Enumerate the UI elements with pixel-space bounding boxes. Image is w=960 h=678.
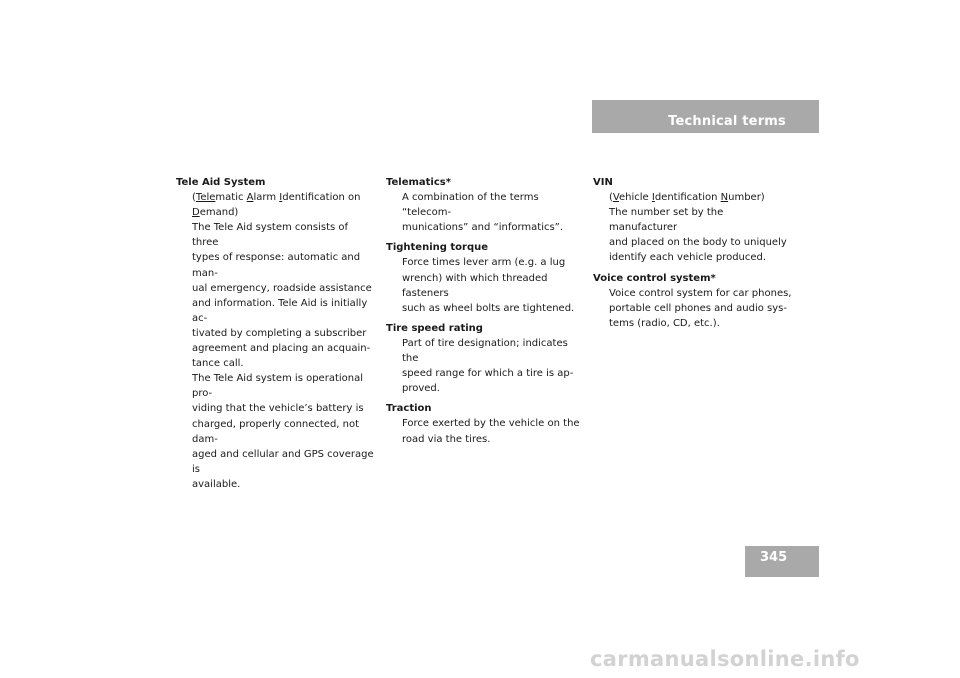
- page-number-band: [745, 546, 819, 577]
- def-part-underlined: Tele: [195, 192, 216, 204]
- section-title: Technical terms: [668, 114, 786, 129]
- definition-traction: Force exerted by the vehicle on the road via the tires.: [402, 418, 580, 445]
- def-part-underlined: N: [720, 192, 729, 204]
- glossary-entry-traction: [386, 401, 586, 446]
- term-tele-aid: Tele Aid System: [176, 177, 266, 188]
- glossary-entry-tightening-torque: [386, 240, 586, 315]
- def-part: matic: [215, 192, 247, 204]
- glossary-entry-vin: [593, 175, 793, 266]
- definition-tightening-torque: Force times lever arm (e.g. a lug wrench) with which threaded fasteners such as wheel bolts are tightened.: [402, 257, 575, 314]
- term-voice-control: Voice control system*: [593, 272, 716, 284]
- page-number: 345: [760, 550, 788, 565]
- def-part: emand) The Tele Aid system consists of three types of response: automatic and man- ual emergency, roadside assistance and information. Tele Aid is initially ac- tivated by completing a subscriber agreement and placing an acquain- tance call. The Tele Aid system is operational pro- viding that the vehicle’s battery is charged, properly connected, not dam- aged and cellular and GPS coverage is available.: [192, 207, 374, 490]
- def-part-underlined: V: [612, 192, 619, 204]
- def-part-underlined: D: [192, 207, 200, 219]
- section-header-band: [592, 100, 819, 133]
- def-part-underlined: I: [279, 192, 283, 204]
- term-telematics: Telematics*: [386, 177, 451, 188]
- glossary-entry-telematics: [386, 175, 586, 235]
- glossary-column-3: [593, 175, 793, 336]
- glossary-entry-tele-aid: [176, 175, 376, 492]
- term-tightening-torque: Tightening torque: [386, 242, 489, 254]
- def-part-underlined: A: [246, 192, 254, 204]
- watermark-text: carmanualsonline.info: [590, 647, 860, 671]
- definition-voice-control: Voice control system for car phones, portable cell phones and audio sys- tems (radio, CD, etc.).: [609, 287, 792, 329]
- glossary-entry-voice-control: [593, 271, 793, 331]
- def-part-underlined: I: [651, 192, 655, 204]
- def-part: umber) The number set by the manufacturer and placed on the body to uniquely identify each vehicle produced.: [609, 192, 787, 264]
- def-part: (: [609, 192, 613, 204]
- glossary-entry-tire-speed-rating: [386, 321, 586, 396]
- term-traction: Traction: [386, 403, 432, 415]
- def-part: dentification: [654, 192, 721, 204]
- glossary-column-2: [386, 175, 586, 452]
- definition-telematics: A combination of the terms “telecom- munications” and “informatics”.: [402, 192, 564, 234]
- definition-tire-speed-rating: Part of tire designation; indicates the speed range for which a tire is ap- proved.: [402, 337, 574, 395]
- definition-vin: [593, 190, 793, 265]
- def-part: ehicle: [618, 192, 652, 204]
- def-part: dentification on: [282, 192, 361, 204]
- def-part: (: [192, 192, 196, 204]
- glossary-column-1: [176, 175, 376, 497]
- definition-tele-aid: [176, 190, 376, 492]
- term-vin: VIN: [593, 177, 613, 188]
- term-tire-speed-rating: Tire speed rating: [386, 322, 483, 334]
- def-part: larm: [253, 192, 280, 204]
